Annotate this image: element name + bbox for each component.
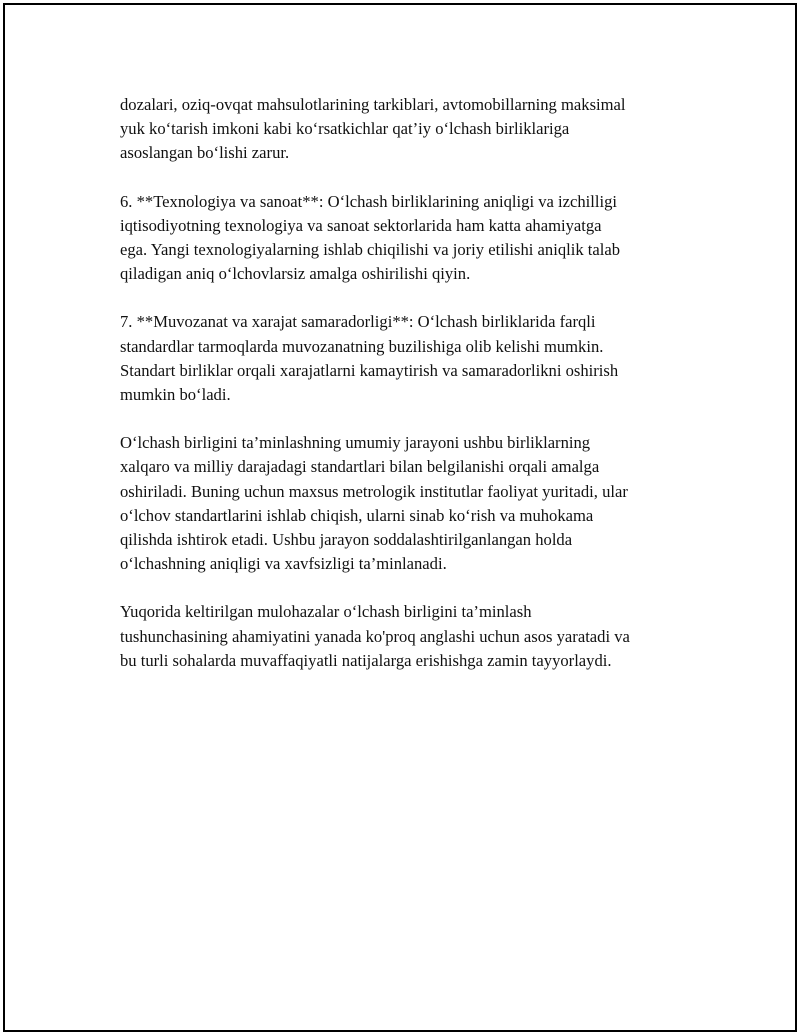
text-line: Yuqorida keltirilgan mulohazalar o‘lchash birligini ta’minlash [120,602,532,622]
text-line: yuk ko‘tarish imkoni kabi ko‘rsatkichlar qat’iy o‘lchash birliklariga [120,119,570,139]
paragraph-continuation [120,93,700,166]
text-line: ega. Yangi texnologiyalarning ishlab chiqilishi va joriy etilishi aniqlik talab [120,240,621,260]
text-line: asoslangan bo‘lishi zarur. [120,143,290,163]
text-line: tushunchasining ahamiyatini yanada ko'proq anglashi uchun asos yaratadi va [120,626,630,646]
text-line: oshiriladi. Buning uchun maxsus metrologik institutlar faoliyat yuritadi, ular [120,481,628,501]
text-line: o‘lchov standartlarini ishlab chiqish, ularni sinab ko‘rish va muhokama [120,505,594,525]
text-line: o‘lchashning aniqligi va xavfsizligi ta’minlanadi. [120,554,447,574]
text-line: bu turli sohalarda muvaffaqiyatli natijalarga erishishga zamin tayyorlaydi. [120,650,612,670]
document-body [120,93,700,697]
paragraph-technology-industry [120,190,700,287]
text-line: 6. **Texnologiya va sanoat**: O‘lchash birliklarining aniqligi va izchilligi [120,191,618,211]
text-line: xalqaro va milliy darajadagi standartlari bilan belgilanishi orqali amalga [120,457,600,477]
paragraph-balance-cost [120,310,700,407]
page-border [3,3,797,1032]
text-line: O‘lchash birligini ta’minlashning umumiy jarayoni ushbu birliklarning [120,433,591,453]
text-line: dozalari, oziq-ovqat mahsulotlarining tarkiblari, avtomobillarning maksimal [120,95,626,114]
text-line: mumkin bo‘ladi. [120,385,231,405]
text-line: qilishda ishtirok etadi. Ushbu jarayon soddalashtirilganlangan holda [120,530,573,550]
paragraph-conclusion [120,600,700,673]
text-line: qiladigan aniq o‘lchovlarsiz amalga oshirilishi qiyin. [120,264,471,284]
text-line: 7. **Muvozanat va xarajat samaradorligi**: O‘lchash birliklarida farqli [120,312,596,332]
text-line: Standart birliklar orqali xarajatlarni kamaytirish va samaradorlikni oshirish [120,360,619,380]
text-line: iqtisodiyotning texnologiya va sanoat sektorlarida ham katta ahamiyatga [120,215,602,235]
text-line: standardlar tarmoqlarda muvozanatning buzilishiga olib kelishi mumkin. [120,336,604,356]
paragraph-general-process [120,431,700,576]
